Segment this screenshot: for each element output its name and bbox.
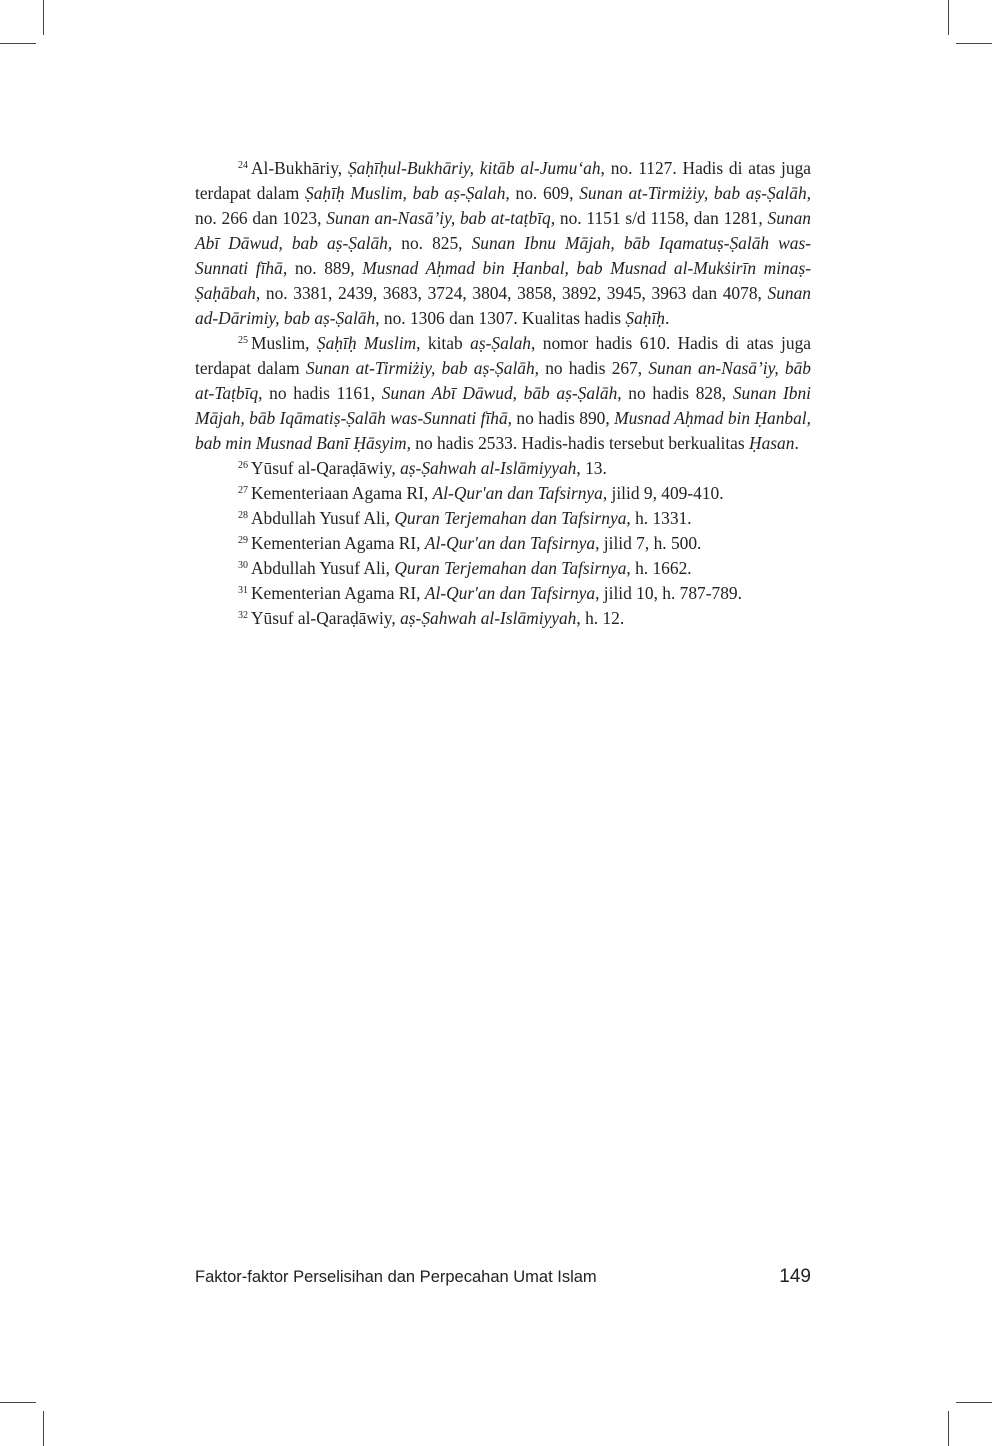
footnote-text: , h. 1331. — [626, 508, 692, 528]
footnote-25 — [195, 331, 811, 456]
footnote-italic-text: aṣ-Ṣahwah al-Islāmiyyah — [400, 458, 577, 478]
crop-mark-bottom-left-vertical — [43, 1411, 44, 1446]
footnote-32 — [195, 606, 811, 631]
footnote-text: no hadis 890, — [512, 408, 615, 428]
page-footer — [195, 1266, 811, 1292]
footnote-number: 29 — [238, 535, 248, 546]
footnote-29 — [195, 531, 811, 556]
footnote-italic-text: Sunan Ibni Mājah, bāb Iqāmatiṣ-Ṣalāh was-Sunnati fīhā, — [195, 383, 811, 428]
footnote-text: no hadis 1161, — [262, 383, 382, 403]
footnote-text: no. 889, — [287, 258, 363, 278]
footnote-italic-text: Sunan Abī Dāwud, bāb aṣ-Ṣalāh, — [381, 383, 622, 403]
footnote-italic-text: aṣ-Ṣalah — [470, 333, 531, 353]
crop-mark-top-left-vertical — [43, 0, 44, 35]
footnote-number: 32 — [238, 610, 248, 621]
footnote-italic-text: Sunan Abī Dāwud, bab aṣ-Ṣalāh, — [195, 208, 811, 253]
footnote-text: , kitab — [416, 333, 471, 353]
footnote-text: . — [665, 308, 670, 328]
footnote-text: Kementeriaan Agama RI, — [251, 483, 433, 503]
footnote-30 — [195, 556, 811, 581]
footnote-italic-text: Quran Terjemahan dan Tafsirnya — [394, 508, 627, 528]
crop-mark-bottom-left-horizontal — [0, 1402, 36, 1403]
footnote-italic-text: Sunan at-Tirmiżiy, bab aṣ-Ṣalāh, — [305, 358, 540, 378]
footnote-text: no. 1151 s/d 1158, dan 1281, — [555, 208, 768, 228]
footnote-number: 30 — [238, 560, 248, 571]
footnote-text: , no. 1127. Hadis di atas juga terdapat dalam — [195, 158, 811, 203]
footnote-text: Yūsuf al-Qaraḍāwiy, — [251, 608, 401, 628]
footnote-text: no hadis 828, — [621, 383, 733, 403]
footnote-italic-text: Al-Qur'an dan Tafsirnya — [424, 583, 596, 603]
footnote-text: , nomor hadis 610. Hadis di atas juga terdapat dalam — [195, 333, 812, 378]
footnote-italic-text: Ḥasan — [749, 433, 795, 453]
footnote-26 — [195, 456, 811, 481]
footnote-text: , 13. — [576, 458, 607, 478]
crop-mark-top-right-vertical — [948, 0, 949, 35]
footnote-text: . — [794, 433, 799, 453]
footnote-text: no. 266 dan 1023, — [195, 208, 327, 228]
footnote-text: Muslim, — [251, 333, 317, 353]
footnote-italic-text: Musnad Aḥmad bin Ḥanbal, bab min Musnad Banī Ḥāsyim, — [195, 408, 811, 453]
footnote-number: 31 — [238, 585, 248, 596]
footnote-italic-text: Ṣaḥīḥ Muslim — [316, 333, 417, 353]
footnote-number: 26 — [238, 460, 248, 471]
footnote-italic-text: Sunan an-Nasā’iy, bāb at-Taṭbīq, — [195, 358, 811, 403]
running-footer-title: Faktor-faktor Perselisihan dan Perpecahan Umat Islam — [195, 1268, 597, 1286]
footnote-text: Kementerian Agama RI, — [251, 533, 425, 553]
footnote-text: Al-Bukhāriy, — [251, 158, 348, 178]
footnote-text: , jilid 7, h. 500. — [595, 533, 702, 553]
footnote-text: Yūsuf al-Qaraḍāwiy, — [251, 458, 401, 478]
footnote-text: Abdullah Yusuf Ali, — [251, 558, 395, 578]
footnote-text: no. 825, — [392, 233, 472, 253]
footnote-number: 25 — [238, 335, 248, 346]
crop-mark-bottom-right-horizontal — [956, 1402, 992, 1403]
footnote-italic-text: Musnad Aḥmad bin Ḥanbal, bab Musnad al-Mukṡirīn minaṣ-Ṣaḥābah, — [195, 258, 812, 303]
footnote-italic-text: Ṣaḥīḥ — [625, 308, 666, 328]
crop-mark-top-left-horizontal — [0, 43, 36, 44]
footnote-italic-text: Quran Terjemahan dan Tafsirnya — [394, 558, 627, 578]
footnote-text: , h. 12. — [576, 608, 625, 628]
crop-mark-top-right-horizontal — [956, 43, 992, 44]
footnotes-block — [195, 156, 811, 631]
footnote-text: Kementerian Agama RI, — [251, 583, 425, 603]
footnote-italic-text: Ṣaḥīḥ Muslim, bab aṣ-Ṣalah, — [305, 183, 510, 203]
footnote-text: , jilid 9, 409-410. — [602, 483, 724, 503]
footnote-italic-text: Sunan ad-Dārimiy, bab aṣ-Ṣalāh — [195, 283, 811, 328]
footnote-number: 24 — [238, 160, 248, 171]
footnote-27 — [195, 481, 811, 506]
footnote-number: 28 — [238, 510, 248, 521]
footnote-italic-text: Al-Qur'an dan Tafsirnya — [432, 483, 603, 503]
footnote-number: 27 — [238, 485, 248, 496]
footnote-text: , h. 1662. — [626, 558, 692, 578]
footnote-italic-text: Ṣaḥīḥul-Bukhāriy, kitāb al-Jumu‘ah — [347, 158, 601, 178]
footnote-text: no hadis 2533. Hadis-hadis tersebut berkualitas — [410, 433, 750, 453]
page-number: 149 — [779, 1266, 811, 1287]
footnote-text: no. 3381, 2439, 3683, 3724, 3804, 3858, 3892, 3945, 3963 dan 4078, — [260, 283, 768, 303]
footnote-31 — [195, 581, 811, 606]
footnote-italic-text: Sunan at-Tirmiżiy, bab aṣ-Ṣalāh, — [579, 183, 811, 203]
footnote-24 — [195, 156, 811, 331]
footnote-italic-text: Sunan Ibnu Mājah, bāb Iqamatuṣ-Ṣalāh was-Sunnati fīhā, — [195, 233, 812, 278]
footnote-italic-text: Al-Qur'an dan Tafsirnya — [424, 533, 596, 553]
footnote-text: Abdullah Yusuf Ali, — [251, 508, 395, 528]
footnote-italic-text: aṣ-Ṣahwah al-Islāmiyyah — [400, 608, 577, 628]
footnote-text: no hadis 267, — [539, 358, 649, 378]
footnote-text: , no. 1306 dan 1307. Kualitas hadis — [375, 308, 626, 328]
crop-mark-bottom-right-vertical — [948, 1411, 949, 1446]
footnote-text: no. 609, — [509, 183, 580, 203]
footnote-28 — [195, 506, 811, 531]
footnote-text: , jilid 10, h. 787-789. — [595, 583, 742, 603]
footnote-italic-text: Sunan an-Nasā’iy, bab at-taṭbīq, — [326, 208, 556, 228]
